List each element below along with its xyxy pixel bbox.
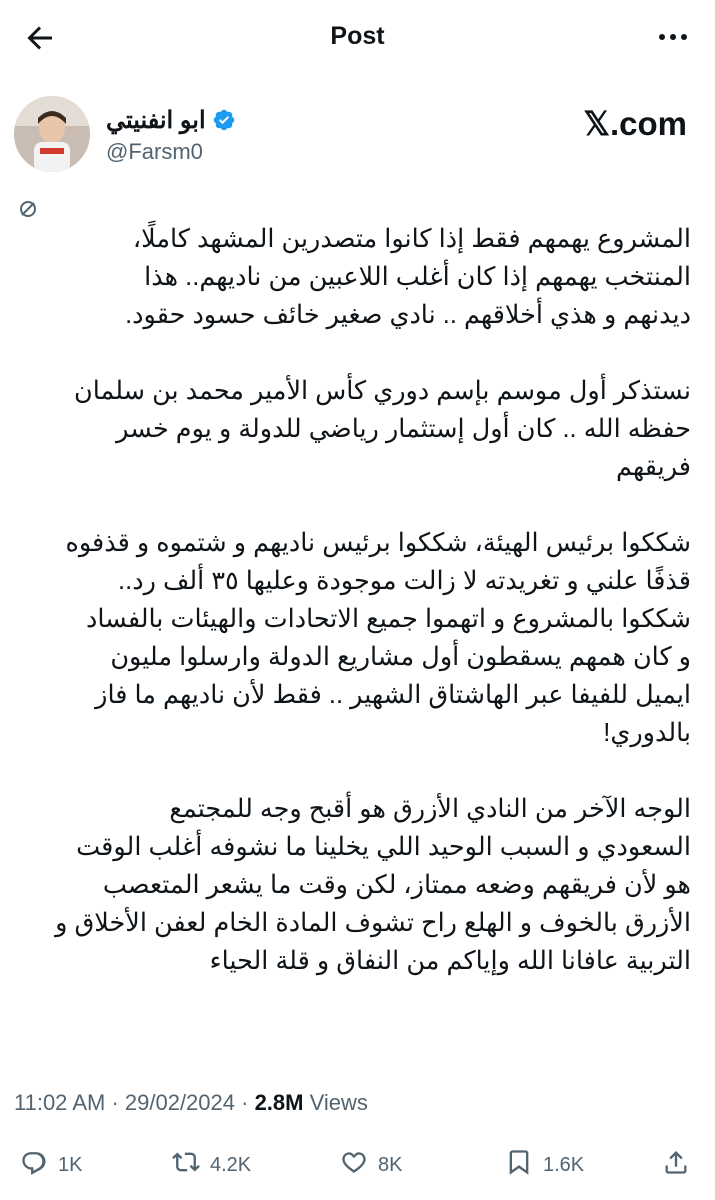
bookmark-count: 1.6K <box>543 1153 585 1176</box>
views-count: 2.8M <box>254 1090 304 1115</box>
like-count: 8K <box>378 1153 403 1176</box>
share-button[interactable] <box>662 1143 690 1187</box>
tweet-meta <box>14 1090 368 1116</box>
page-title: Post <box>330 22 385 50</box>
repost-count: 4.2K <box>210 1153 252 1176</box>
tweet-text: المشروع يهمهم فقط إذا كانوا متصدرين المشهد كاملًا، المنتخب يهمهم إذا كان أغلب اللاعبين من ناديهم.. هذا ديدنهم و هذي أخلاقهم .. نادي صغير خائف حسود حقود. نستذكر أول موسم بإسم دوري كأس الأمير محمد بن سلمان حفظه الله .. كان أول إستثمار رياضي للدولة و يوم خسر فريقهم شككوا برئيس الهيئة، شككوا برئيس ناديهم و شتموه و قذفوه قذفًا علني و تغريدته لا زالت موجودة وعليها ٣٥ ألف رد.. شككوا بالمشروع و اتهموا جميع الاتحادات والهيئات بالفساد و كان همهم يسقطون أول مشاريع الدولة وارسلوا مليون ايميل للفيفا عبر الهاشتاق الشهير .. فقط لأن ناديهم ما فاز بالدوري! الوجه الآخر من النادي الأزرق هو أقبح وجه للمجتمع السعودي و السبب الوحيد اللي يخلينا ما نشوفه أغلب الوقت هو لأن فريقهم وضعه ممتاز، لكن وقت ما يشعر المتعصب الأزرق بالخوف و الهلع راح تشوف المادة الخام لعفن الأخلاق و التربية عافانا الله وإياكم من النفاق و قلة الحياء <box>55 225 691 975</box>
tweet-time[interactable]: 11:02 AM <box>14 1090 106 1115</box>
reply-button[interactable] <box>20 1143 82 1187</box>
repost-icon <box>172 1148 200 1182</box>
bookmark-icon <box>505 1148 533 1182</box>
more-horizontal-icon[interactable] <box>655 22 691 52</box>
meta-separator: · <box>235 1090 255 1115</box>
reply-count: 1K <box>58 1153 83 1176</box>
x-brand-logo: 𝕏.com <box>583 105 687 142</box>
reply-icon <box>20 1148 48 1182</box>
repost-button[interactable] <box>172 1143 251 1187</box>
action-bar <box>0 1143 715 1187</box>
like-button[interactable] <box>340 1143 402 1187</box>
bookmark-button[interactable] <box>505 1143 584 1187</box>
meta-separator: · <box>105 1090 125 1115</box>
views-label: Views <box>309 1090 368 1115</box>
author-name-row <box>106 105 236 135</box>
verified-badge-icon <box>212 108 236 132</box>
top-bar <box>0 0 715 76</box>
restricted-icon <box>16 197 40 221</box>
heart-icon <box>340 1148 368 1182</box>
share-icon <box>662 1148 690 1182</box>
author-handle[interactable]: @Farsm0 <box>106 139 203 164</box>
author-display-name[interactable]: ابو انفنيتي <box>106 106 206 134</box>
tweet-date[interactable]: 29/02/2024 <box>124 1090 235 1115</box>
avatar[interactable] <box>14 96 90 172</box>
